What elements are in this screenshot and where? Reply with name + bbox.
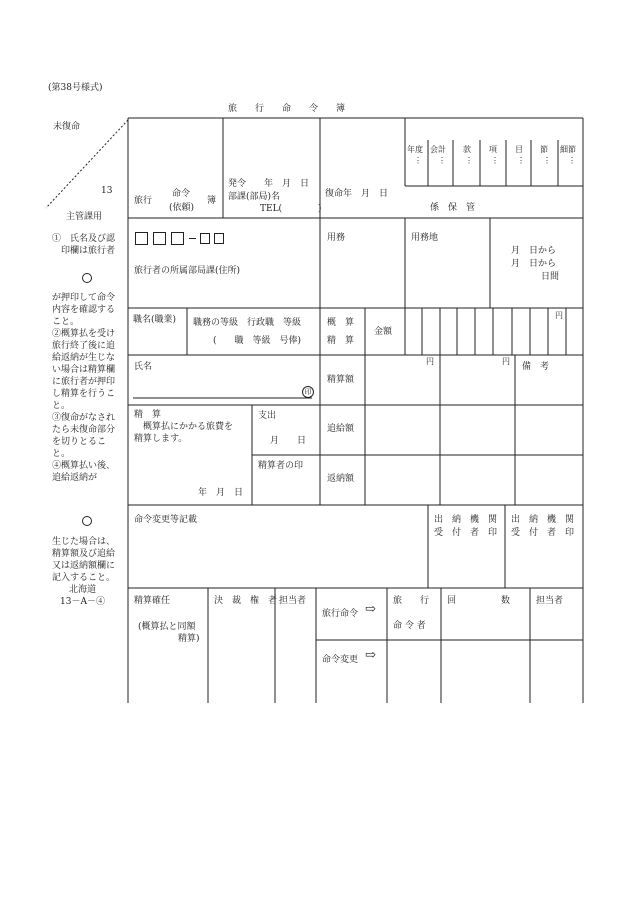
- budget-year: 年度: [407, 145, 423, 154]
- pref-label: 北海道: [69, 585, 97, 595]
- charge-label-1: 担当者: [279, 596, 307, 606]
- note-1c: が押印して命令: [52, 293, 116, 303]
- note-4e: 又は返納額欄に: [52, 561, 116, 571]
- settlement-label: 精 算: [327, 336, 355, 346]
- days-label: 日間: [541, 272, 560, 282]
- budget-dots: ⋮: [491, 156, 499, 165]
- count-label: 回 数: [447, 596, 511, 606]
- note-2f: し精算を行うこ: [52, 389, 116, 399]
- circle-mark-1: [82, 273, 92, 283]
- note-3a: ③復命がなされ: [52, 413, 116, 423]
- grade-detail: ( 職 等級 号俸): [213, 336, 302, 346]
- payment-date: 月 日: [270, 436, 307, 446]
- cashier-1b: 受 付 者 印: [434, 528, 498, 538]
- note-2a: ②概算払を受け: [52, 329, 116, 339]
- settled-yen-1: 円: [426, 357, 434, 366]
- settle-label: 精 算: [134, 410, 162, 420]
- cashier-2a: 出 納 機 関: [511, 515, 575, 525]
- note-3b: たら未復命部分: [52, 425, 116, 435]
- note-3d: と。: [52, 449, 71, 459]
- authority-label: 決 裁 権 者: [214, 596, 278, 606]
- note-3c: を切りとるこ: [52, 437, 107, 447]
- arrow-right-icon: ⇨: [365, 648, 376, 663]
- note-4a: ④概算払い後、: [52, 461, 116, 471]
- budget-dots: ⋮: [465, 156, 473, 165]
- settle-date: 年 月 日: [198, 488, 244, 498]
- budget-dots: ⋮: [414, 156, 422, 165]
- settle-text-2: 精算します。: [134, 434, 188, 444]
- amount-label: 金額: [374, 327, 393, 337]
- settled-yen-2: 円: [502, 357, 510, 366]
- remarks-label: 備 考: [522, 362, 550, 372]
- dept-use-label: 主管課用: [66, 212, 103, 222]
- budget-dots: ⋮: [438, 156, 446, 165]
- budget-account: 会計: [430, 145, 446, 154]
- cashier-2b: 受 付 者 印: [511, 528, 575, 538]
- budget-subitem: 目: [515, 145, 523, 154]
- note-1a: ① 氏名及び認: [52, 234, 116, 244]
- settler-seal-label: 精算者の印: [258, 461, 304, 471]
- form-code: 13－A－④: [60, 597, 105, 607]
- position-label: 職名(職業): [133, 315, 177, 325]
- note-4b: 追給返納が: [52, 473, 98, 483]
- circle-mark-2: [82, 516, 92, 526]
- purpose-label: 用務: [327, 233, 346, 243]
- tel-label: TEL( ): [260, 204, 322, 214]
- travel-order-label: 旅行命令: [322, 609, 359, 619]
- refund-label: 返納額: [327, 474, 355, 484]
- settle-text-1: 概算払にかかる旅費を: [143, 422, 234, 432]
- code-box-3[interactable]: [171, 232, 184, 245]
- order-change-label: 命令変更: [322, 655, 359, 665]
- from-date-1: 月 日から: [511, 246, 557, 256]
- note-2b: 旅行終了後に追: [52, 341, 116, 351]
- request-label: (依頼): [169, 203, 195, 213]
- budget-item: 項: [489, 145, 497, 154]
- code-dash: [189, 238, 196, 239]
- order-label: 命令: [172, 189, 191, 199]
- budget-dots: ⋮: [568, 156, 576, 165]
- order-person-b: 命 令 者: [393, 621, 426, 631]
- note-4d: 精算額及び追給: [52, 549, 116, 559]
- note-2e: に旅行者が押印: [52, 377, 116, 387]
- note-1e: こと。: [52, 317, 80, 327]
- note-1b: 印欄は旅行者: [52, 246, 116, 256]
- issued-date: 発令 年 月 日: [228, 179, 310, 189]
- budget-dots: ⋮: [543, 156, 551, 165]
- form-title: 旅 行 命 令 簿: [228, 104, 346, 114]
- charge-label-2: 担当者: [536, 596, 564, 606]
- unreturned-label: 未復命: [53, 122, 81, 132]
- order-person-a: 旅 行: [393, 596, 430, 606]
- arrow-right-icon: ⇨: [365, 602, 376, 617]
- note-2c: 給返納が生じな: [52, 353, 116, 363]
- code-box-1[interactable]: [135, 232, 148, 245]
- name-label: 氏名: [134, 362, 153, 372]
- from-date-2: 月 日から: [511, 259, 557, 269]
- payment-label: 支出: [258, 411, 277, 421]
- code-box-5[interactable]: [214, 233, 224, 244]
- change-record-label: 命令変更等記載: [134, 515, 198, 525]
- side-number: 13: [101, 186, 113, 196]
- note-2g: と。: [52, 401, 71, 411]
- code-box-4[interactable]: [200, 233, 210, 244]
- travel-label: 旅行: [134, 196, 153, 206]
- budget-subnode: 細節: [560, 145, 576, 154]
- destination-label: 用務地: [411, 233, 439, 243]
- confirm-label: 精算確任: [134, 596, 171, 606]
- budget-dots: ⋮: [517, 156, 525, 165]
- form-number: (第38号様式): [48, 83, 103, 93]
- additional-label: 追給額: [327, 424, 355, 434]
- note-2d: い場合は精算欄: [52, 365, 116, 375]
- note-1d: 内容を確認する: [52, 305, 116, 315]
- note-4f: 記入すること。: [52, 573, 116, 583]
- cashier-1a: 出 納 機 関: [434, 515, 498, 525]
- budget-section: 款: [463, 145, 471, 154]
- note-4c: 生じた場合は、: [52, 537, 116, 547]
- grade-label: 職務の等級 行政職 等級: [193, 318, 302, 328]
- return-date: 復命年 月 日: [325, 189, 389, 199]
- clerk-label: 係 保 管: [430, 203, 476, 213]
- settled-amount-label: 精算額: [327, 375, 355, 385]
- confirm-sub-2: 精算): [178, 634, 200, 644]
- dept-name-label: 部課(部局)名: [228, 192, 281, 202]
- seal-mark: 印: [302, 386, 314, 398]
- book-label: 簿: [207, 196, 217, 206]
- confirm-sub-1: (概算払と同額: [138, 622, 196, 632]
- amount-yen: 円: [555, 311, 563, 320]
- dept-address-label: 旅行者の所属部局課(住所): [134, 266, 241, 276]
- code-box-2[interactable]: [153, 232, 166, 245]
- budget-node: 節: [540, 145, 548, 154]
- estimate-label: 概 算: [327, 318, 355, 328]
